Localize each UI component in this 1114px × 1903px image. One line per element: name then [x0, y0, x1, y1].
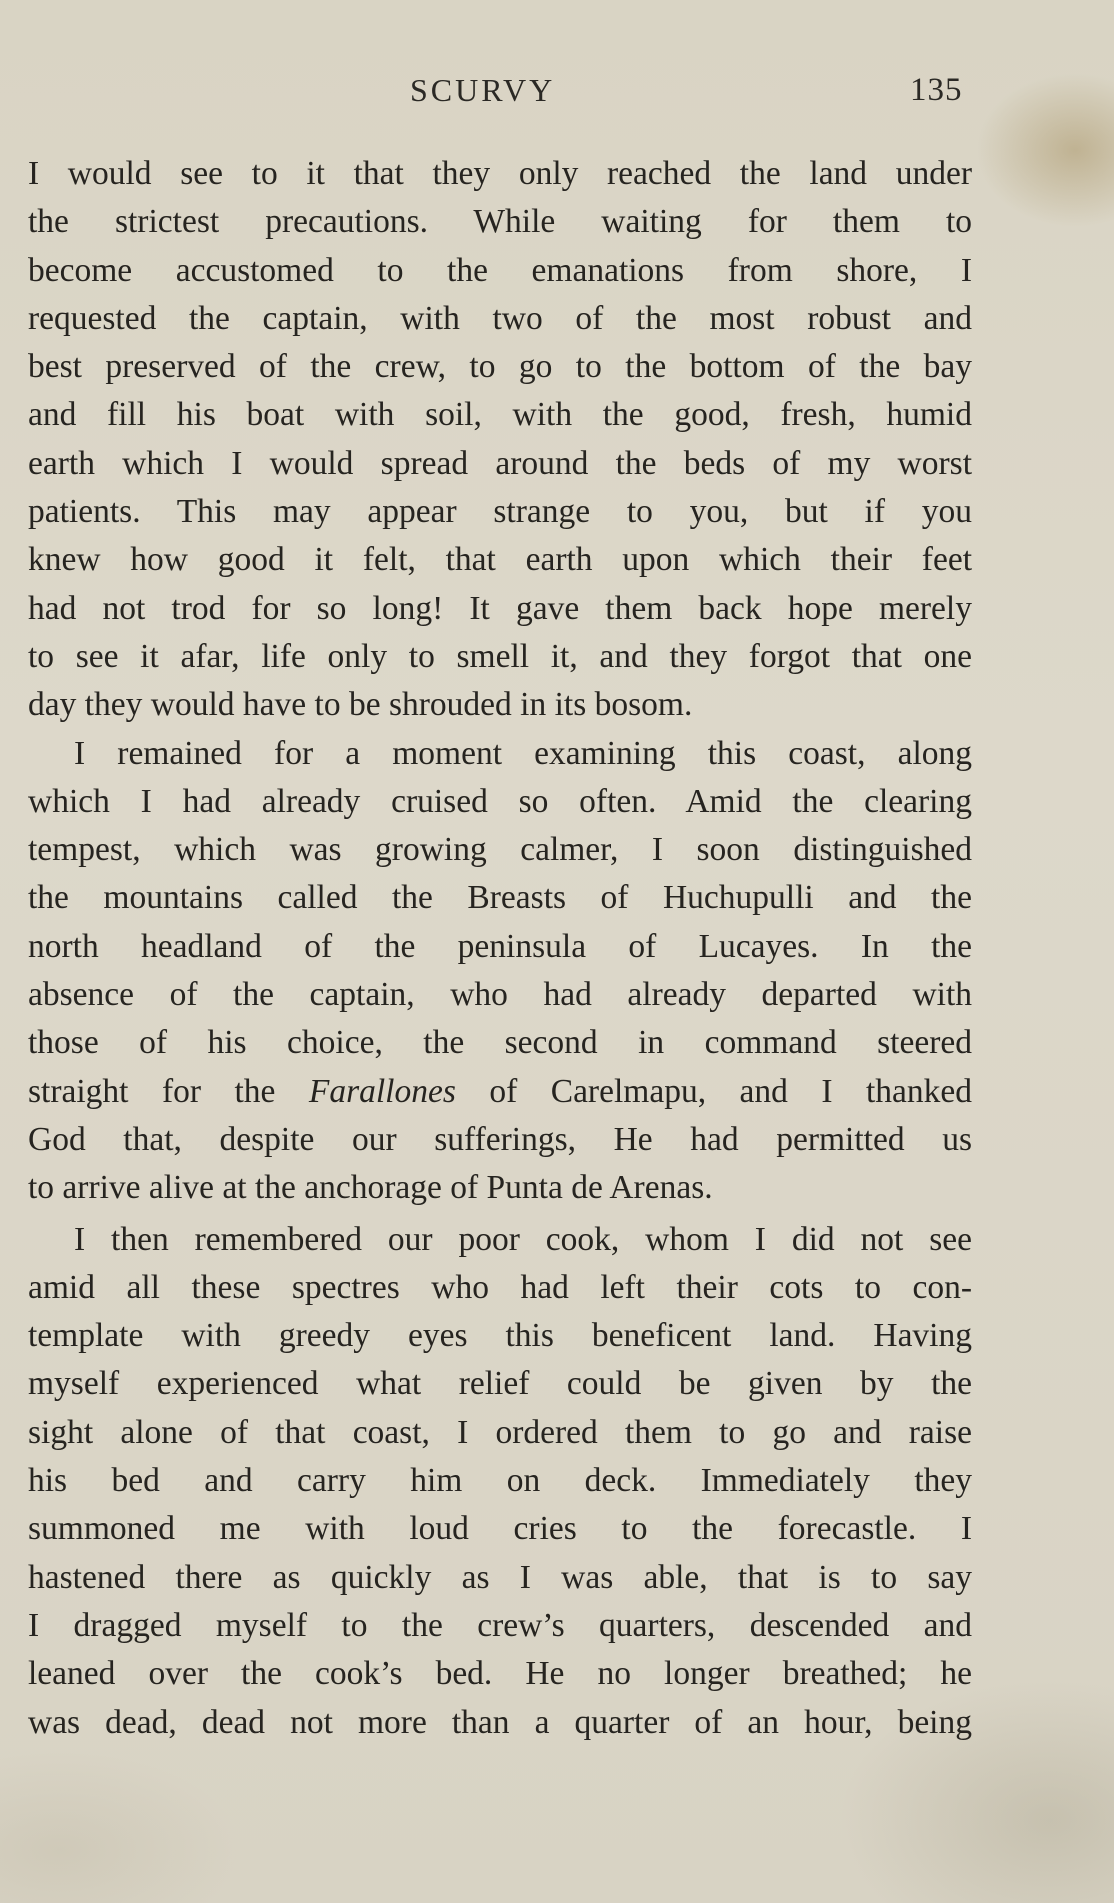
text-line: summoned me with loud cries to the forecastle. I — [28, 1510, 972, 1548]
text-line: template with greedy eyes this beneficent land. Having — [28, 1317, 972, 1355]
text-line: and fill his boat with soil, with the good, fresh, humid — [28, 396, 972, 434]
text-line: tempest, which was growing calmer, I soon distinguished — [28, 831, 972, 869]
text-line: his bed and carry him on deck. Immediately they — [28, 1462, 972, 1500]
text-segment: straight for the — [28, 1072, 276, 1110]
text-line: I dragged myself to the crew’s quarters, descended and — [28, 1606, 972, 1644]
text-line: had not trod for so long! It gave them back hope merely — [28, 589, 972, 627]
page-header — [0, 72, 1114, 122]
text-line: I would see to it that they only reached the land under — [28, 155, 972, 192]
text-line: absence of the captain, who had already departed with — [28, 976, 972, 1014]
text-line: earth which I would spread around the beds of my worst — [28, 444, 972, 482]
text-line: the strictest precautions. While waiting for them to — [28, 203, 972, 241]
page-number: 135 — [910, 72, 963, 108]
text-line: I then remembered our poor cook, whom I did not see — [74, 1220, 972, 1258]
italic-place-name: Farallones — [308, 1072, 456, 1110]
paragraph-3 — [28, 1216, 972, 1747]
text-line: hastened there as quickly as I was able, that is to say — [28, 1558, 972, 1596]
text-line: the mountains called the Breasts of Huchupulli and the — [28, 879, 972, 917]
text-line: which I had already cruised so often. Amid the clearing — [28, 782, 972, 820]
text-line: north headland of the peninsula of Lucayes. In the — [28, 927, 972, 965]
text-line: to arrive alive at the anchorage of Punta de Arenas. — [28, 1169, 713, 1207]
text-line: patients. This may appear strange to you, but if you — [28, 493, 972, 531]
text-line: myself experienced what relief could be given by the — [28, 1365, 972, 1403]
text-line: sight alone of that coast, I ordered them to go and raise — [28, 1413, 972, 1451]
text-line: was dead, dead not more than a quarter of an hour, being — [28, 1703, 972, 1741]
text-line-with-italic — [28, 1068, 972, 1116]
text-line: become accustomed to the emanations from shore, I — [28, 251, 972, 289]
text-line: God that, despite our sufferings, He had permitted us — [28, 1120, 972, 1158]
text-line: day they would have to be shrouded in its bosom. — [28, 686, 693, 724]
running-head: SCURVY — [410, 72, 556, 108]
text-line: those of his choice, the second in command steered — [28, 1024, 972, 1062]
text-line: requested the captain, with two of the most robust and — [28, 299, 972, 337]
paragraph-1 — [28, 150, 972, 730]
text-segment: of Carelmapu, and I thanked — [489, 1072, 973, 1110]
text-line: knew how good it felt, that earth upon which their feet — [28, 541, 972, 579]
body-text — [28, 150, 972, 1747]
text-line: I remained for a moment examining this coast, along — [74, 734, 972, 772]
text-line: amid all these spectres who had left their cots to con- — [28, 1268, 972, 1306]
paragraph-2 — [28, 730, 972, 1213]
text-line: to see it afar, life only to smell it, and they forgot that one — [28, 637, 972, 675]
text-line: leaned over the cook’s bed. He no longer breathed; he — [28, 1655, 972, 1693]
text-line: best preserved of the crew, to go to the bottom of the bay — [28, 348, 972, 386]
